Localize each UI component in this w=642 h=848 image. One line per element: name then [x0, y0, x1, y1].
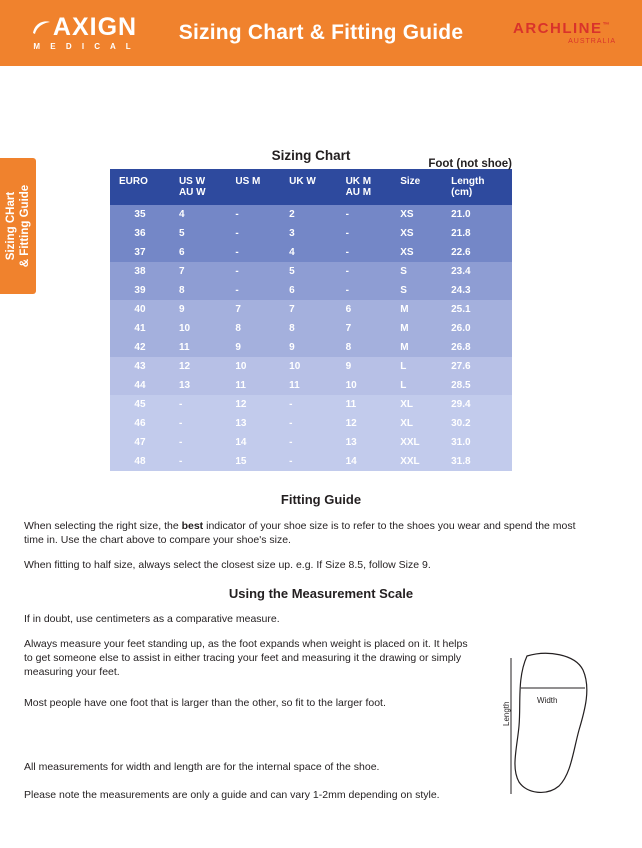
col-length: Length (cm)	[437, 169, 512, 205]
length-dimension-label: Length	[502, 701, 511, 726]
table-cell: 10	[280, 357, 336, 376]
measurement-scale-heading: Using the Measurement Scale	[228, 586, 414, 601]
fitting-guide-paragraph-1	[24, 519, 592, 547]
col-uk-m: UK M AU M	[337, 169, 392, 205]
table-cell: -	[170, 414, 226, 433]
table-cell: XS	[391, 224, 437, 243]
table-cell: -	[337, 281, 392, 300]
table-cell: -	[280, 414, 336, 433]
table-cell: 21.8	[437, 224, 512, 243]
table-cell: 37	[110, 243, 170, 262]
table-cell: -	[280, 452, 336, 471]
table-cell: 42	[110, 338, 170, 357]
foot-not-shoe-label: Foot (not shoe)	[428, 158, 512, 170]
table-cell: 13	[226, 414, 280, 433]
table-cell: 13	[337, 433, 392, 452]
table-cell: 10	[337, 376, 392, 395]
page-header	[0, 0, 642, 66]
table-row	[110, 338, 512, 357]
table-cell: 11	[337, 395, 392, 414]
table-cell: 11	[280, 376, 336, 395]
side-tab-label	[4, 185, 32, 267]
table-cell: 44	[110, 376, 170, 395]
table-cell: M	[391, 319, 437, 338]
table-row	[110, 452, 512, 471]
table-cell: -	[280, 433, 336, 452]
table-cell: 31.0	[437, 433, 512, 452]
table-cell: 38	[110, 262, 170, 281]
table-cell: 14	[337, 452, 392, 471]
table-cell: XL	[391, 414, 437, 433]
foot-outline-diagram	[497, 648, 607, 798]
table-cell: 22.6	[437, 243, 512, 262]
col-us-m: US M	[226, 169, 280, 205]
table-row	[110, 205, 512, 224]
sizing-chart-caption: Sizing Chart	[271, 148, 351, 163]
p1-emphasis: best	[181, 520, 204, 532]
table-cell: 5	[170, 224, 226, 243]
table-cell: XL	[391, 395, 437, 414]
side-tab-line1: Sizing CHart	[5, 191, 17, 261]
fitting-guide-paragraph-2: When fitting to half size, always select the closest size up. e.g. If Size 8.5, follow Size 9.	[24, 559, 431, 571]
table-cell: 21.0	[437, 205, 512, 224]
table-cell: 12	[170, 357, 226, 376]
table-cell: 15	[226, 452, 280, 471]
table-cell: -	[337, 262, 392, 281]
p1-after: indicator of your shoe size is to refer to the shoes you wear and spend the most time in. Use the chart above to compare your shoe's size.	[24, 520, 576, 546]
measurement-paragraph-4: All measurements for width and length are for the internal space of the shoe.	[24, 761, 380, 773]
table-row	[110, 357, 512, 376]
measurement-paragraph-2: Always measure your feet standing up, as the foot expands when weight is placed on it. It helps to get someone else to assist in either tracing your feet and measuring it the drawing or simply measuring your feet.	[24, 638, 468, 678]
table-cell: 5	[280, 262, 336, 281]
table-cell: M	[391, 338, 437, 357]
trademark-icon: ™	[602, 22, 611, 29]
axign-brand-sub: M E D I C A L	[33, 42, 135, 51]
table-row	[110, 281, 512, 300]
table-cell: 2	[280, 205, 336, 224]
table-body	[110, 205, 512, 471]
table-cell: 28.5	[437, 376, 512, 395]
table-cell: 27.6	[437, 357, 512, 376]
table-cell: XXL	[391, 452, 437, 471]
table-cell: -	[170, 452, 226, 471]
table-cell: -	[170, 395, 226, 414]
table-cell: M	[391, 300, 437, 319]
table-cell: 6	[170, 243, 226, 262]
table-cell: XXL	[391, 433, 437, 452]
table-cell: 8	[226, 319, 280, 338]
archline-brand-name	[492, 21, 632, 36]
archline-logo	[492, 21, 642, 45]
archline-brand-sub: AUSTRALIA	[568, 38, 616, 45]
table-cell: XS	[391, 205, 437, 224]
table-cell: 14	[226, 433, 280, 452]
table-cell: 30.2	[437, 414, 512, 433]
table-row	[110, 433, 512, 452]
table-cell: -	[170, 433, 226, 452]
side-tab	[0, 158, 36, 294]
table-cell: -	[226, 262, 280, 281]
table-cell: 31.8	[437, 452, 512, 471]
table-cell: 10	[170, 319, 226, 338]
table-cell: 7	[170, 262, 226, 281]
fitting-guide-heading: Fitting Guide	[280, 492, 362, 507]
page-title: Sizing Chart & Fitting Guide	[178, 21, 464, 44]
table-cell: 26.0	[437, 319, 512, 338]
table-cell: 25.1	[437, 300, 512, 319]
table-cell: 9	[280, 338, 336, 357]
width-dimension-label: Width	[537, 696, 558, 705]
table-cell: 7	[280, 300, 336, 319]
table-cell: 43	[110, 357, 170, 376]
table-cell: -	[337, 243, 392, 262]
table-cell: 9	[337, 357, 392, 376]
table-cell: 36	[110, 224, 170, 243]
sizing-table	[110, 169, 512, 471]
table-cell: 10	[226, 357, 280, 376]
table-cell: -	[226, 281, 280, 300]
axign-logo-text	[18, 15, 150, 40]
side-tab-line2: & Fitting Guide	[19, 184, 31, 268]
col-us-w: US W AU W	[170, 169, 226, 205]
table-cell: 45	[110, 395, 170, 414]
foot-outline-icon	[497, 648, 607, 798]
table-cell: -	[337, 224, 392, 243]
table-cell: 12	[337, 414, 392, 433]
table-cell: L	[391, 376, 437, 395]
table-header-row	[110, 169, 512, 205]
table-row	[110, 414, 512, 433]
table-cell: 39	[110, 281, 170, 300]
p1-before: When selecting the right size, the	[24, 520, 182, 532]
table-cell: 9	[170, 300, 226, 319]
table-cell: 48	[110, 452, 170, 471]
table-row	[110, 395, 512, 414]
table-cell: 8	[337, 338, 392, 357]
table-cell: 9	[226, 338, 280, 357]
table-cell: -	[226, 243, 280, 262]
col-euro: EURO	[110, 169, 170, 205]
table-cell: S	[391, 262, 437, 281]
table-row	[110, 224, 512, 243]
measurement-paragraph-5: Please note the measurements are only a guide and can vary 1-2mm depending on style.	[24, 789, 440, 801]
table-cell: 47	[110, 433, 170, 452]
table-cell: 8	[280, 319, 336, 338]
table-cell: 11	[170, 338, 226, 357]
table-cell: 12	[226, 395, 280, 414]
table-cell: 8	[170, 281, 226, 300]
archline-brand-text: ARCHLINE	[513, 20, 603, 37]
table-cell: 26.8	[437, 338, 512, 357]
table-cell: 6	[280, 281, 336, 300]
table-cell: S	[391, 281, 437, 300]
table-cell: 29.4	[437, 395, 512, 414]
table-cell: 24.3	[437, 281, 512, 300]
table-cell: -	[226, 205, 280, 224]
measurement-paragraph-3: Most people have one foot that is larger than the other, so fit to the larger foot.	[24, 697, 386, 709]
table-row	[110, 300, 512, 319]
table-cell: 13	[170, 376, 226, 395]
table-cell: 6	[337, 300, 392, 319]
table-cell: 11	[226, 376, 280, 395]
axign-logo	[0, 15, 150, 51]
table-cell: 7	[226, 300, 280, 319]
table-cell: 4	[170, 205, 226, 224]
table-cell: 4	[280, 243, 336, 262]
table-cell: L	[391, 357, 437, 376]
col-uk-w: UK W	[280, 169, 336, 205]
table-cell: -	[280, 395, 336, 414]
sizing-chart-section	[110, 148, 512, 471]
table-cell: 3	[280, 224, 336, 243]
table-cell: 41	[110, 319, 170, 338]
table-row	[110, 243, 512, 262]
table-cell: -	[337, 205, 392, 224]
table-row	[110, 262, 512, 281]
measurement-paragraph-1: If in doubt, use centimeters as a comparative measure.	[24, 613, 280, 625]
axign-brand-name: AXIGN	[52, 13, 138, 41]
table-cell: 40	[110, 300, 170, 319]
col-size: Size	[391, 169, 437, 205]
table-row	[110, 376, 512, 395]
table-cell: 46	[110, 414, 170, 433]
table-row	[110, 319, 512, 338]
table-cell: 7	[337, 319, 392, 338]
table-cell: XS	[391, 243, 437, 262]
table-cell: 35	[110, 205, 170, 224]
axign-swoosh-icon	[31, 18, 51, 38]
table-cell: 23.4	[437, 262, 512, 281]
table-cell: -	[226, 224, 280, 243]
